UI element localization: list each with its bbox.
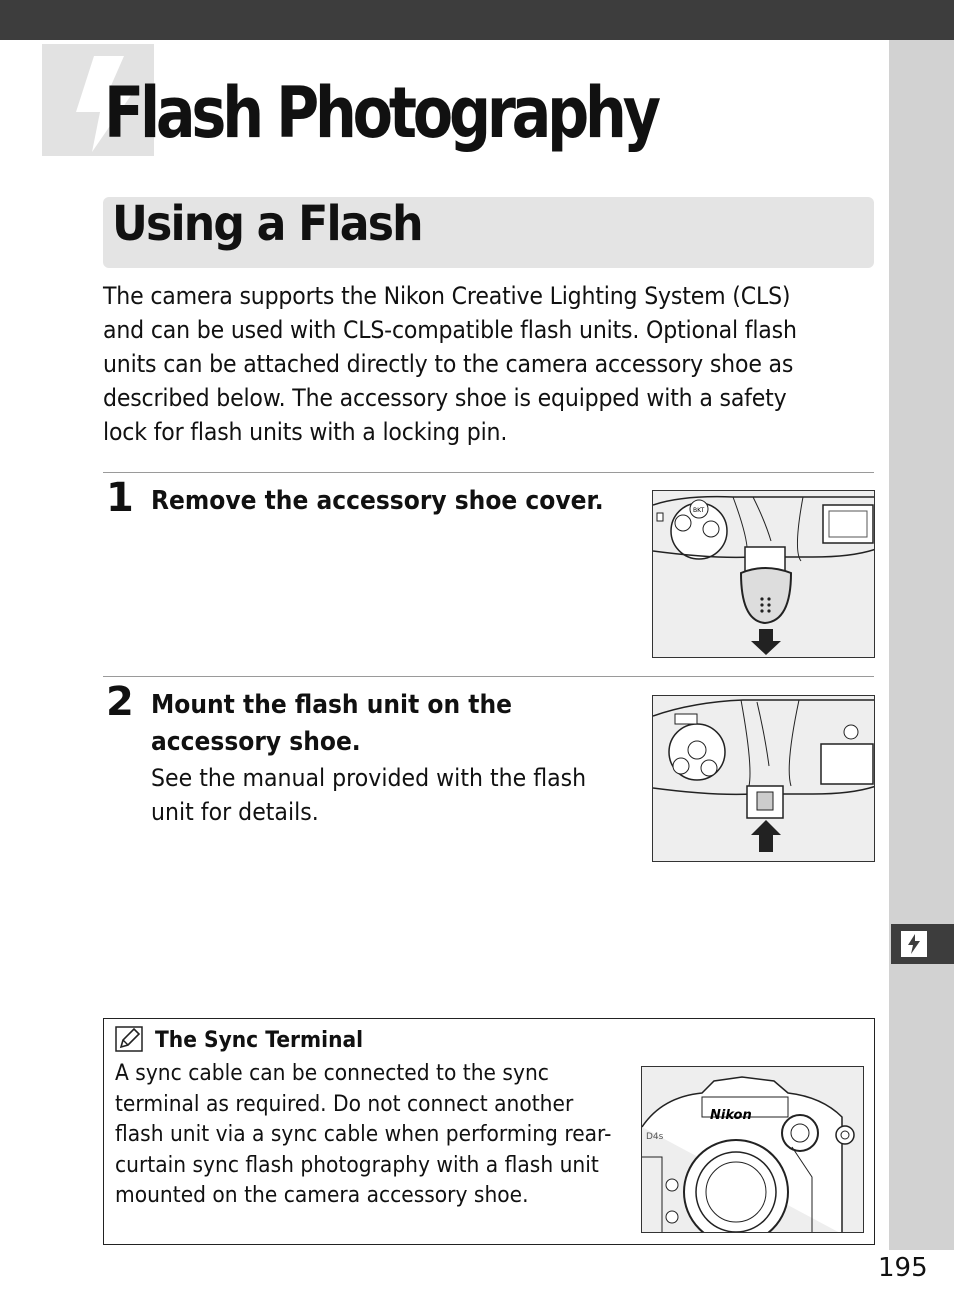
step-1-heading: Remove the accessory shoe cover. [151,486,604,516]
note-line-2: terminal as required. Do not connect another [115,1091,574,1117]
flash-bolt-icon [901,931,927,957]
flash-mounting-illustration [652,695,875,862]
model-label: D4s [646,1132,664,1142]
shoe-cover-removal-illustration [652,490,875,658]
section-title: Using a Flash [112,196,422,252]
top-bar [0,0,954,40]
note-line-4: curtain sync flash photography with a flash unit [115,1152,599,1178]
step-2-body-line-2: unit for details. [151,798,319,826]
brand-label: Nikon [710,1108,752,1123]
note-body [115,1059,630,1212]
note-line-1: A sync cable can be connected to the sync [115,1061,549,1086]
step-2-number: 2 [106,679,134,725]
step-2-body-line-1: See the manual provided with the flash [151,764,587,792]
step-1-number: 1 [106,475,134,521]
bkt-label: BKT [693,507,705,514]
step-2-heading-line-2: accessory shoe. [151,727,361,757]
note-title: The Sync Terminal [155,1028,364,1053]
note-line-3: flash unit via a sync cable when performing rear- [115,1122,612,1147]
step-2-heading-line-1: Mount the flash unit on the [151,690,513,720]
step-1-divider [103,472,874,473]
chapter-title: Flash Photography [104,72,657,154]
intro-paragraph: The camera supports the Nikon Creative Lighting System (CLS) and can be used with CLS-compatible flash units. Optional flash units can be attached directly to the camera accessory shoe as described below. The accessory shoe is equipped with a safety lock for flash units with a locking pin. [103,282,797,446]
note-line-5: mounted on the camera accessory shoe. [115,1183,529,1208]
page-number: 195 [878,1253,928,1283]
step-2-divider [103,676,874,677]
pencil-note-icon [115,1026,143,1052]
chapter-tab[interactable] [891,924,954,964]
chapter-tab-strip [889,40,954,1250]
sync-terminal-illustration [641,1066,864,1233]
